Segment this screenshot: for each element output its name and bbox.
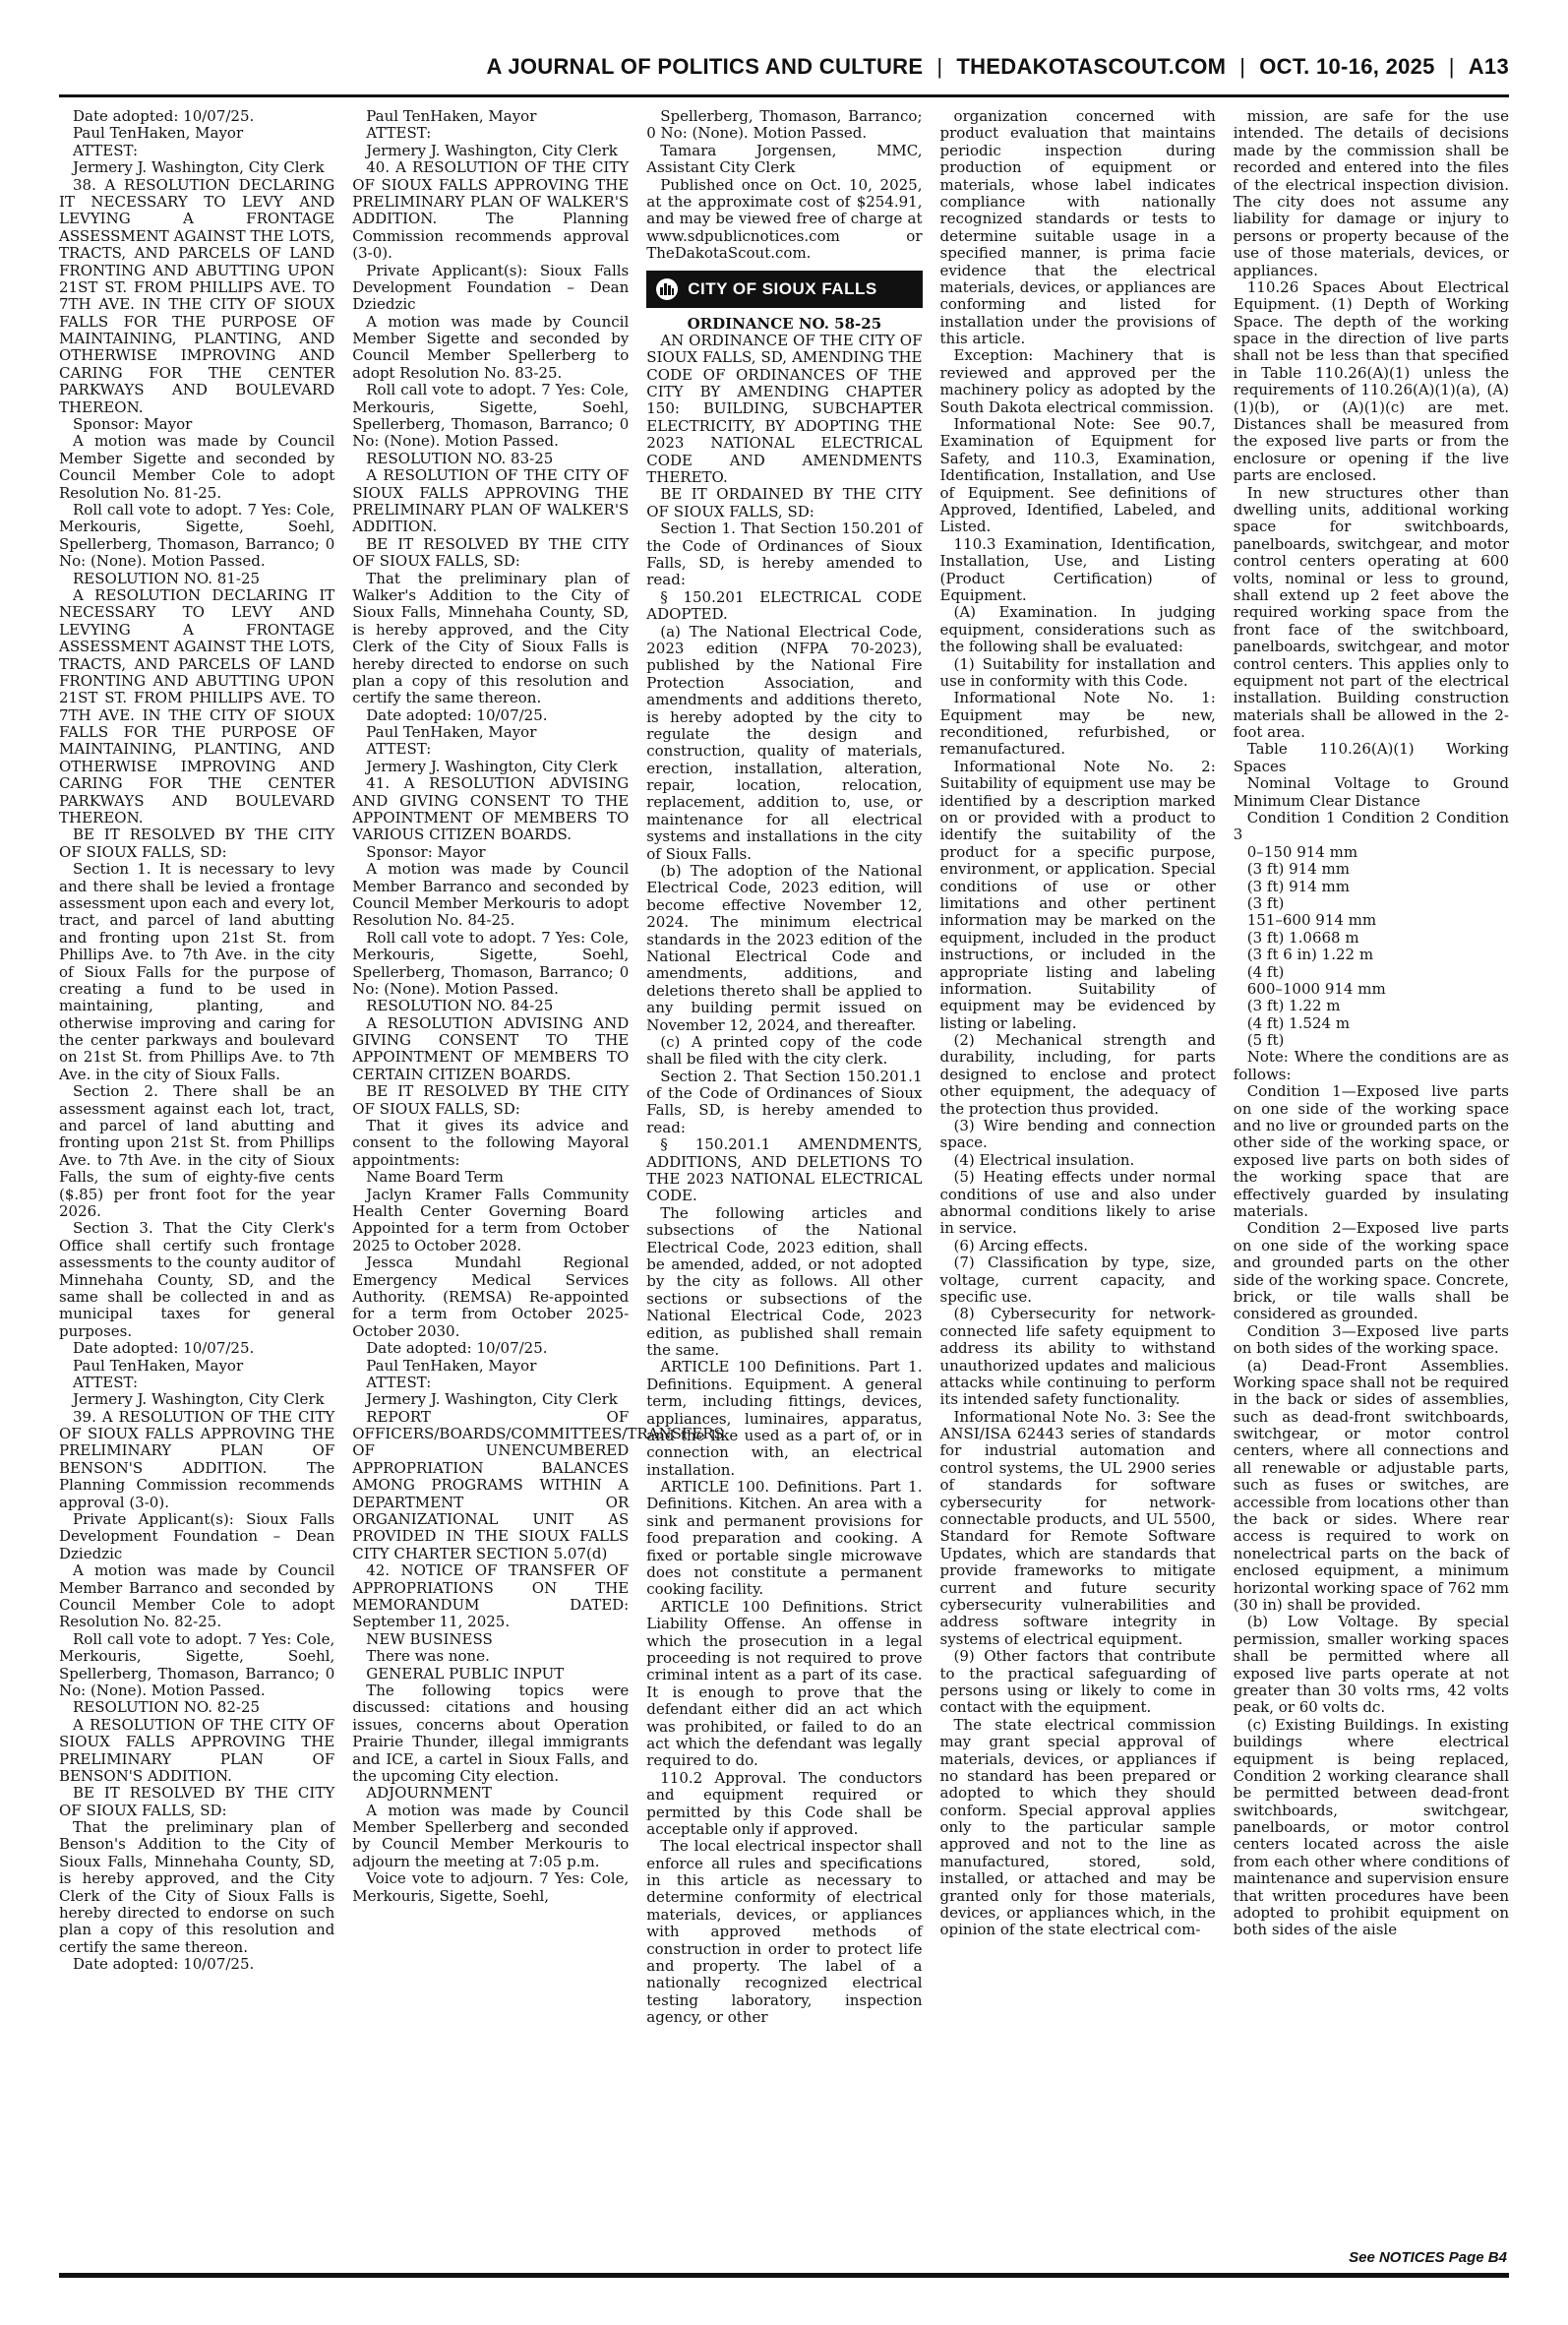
notice-paragraph: Private Applicant(s): Sioux Falls Development Foundation – Dean Dziedzic xyxy=(59,1510,335,1562)
notice-paragraph: ATTEST: xyxy=(73,141,139,159)
notice-paragraph: Table 110.26(A)(1) Working Spaces xyxy=(1233,740,1509,775)
notice-paragraph: Informational Note: See 90.7, Examination of Equipment for Safety, and 110.3, Examination, Identification, Installation, and Use of Equipment. See definitions of Approved, Identified, Labeled, and Listed. xyxy=(939,415,1216,536)
notice-paragraph: (7) Classification by type, size, voltage, current capacity, and specific use. xyxy=(939,1254,1216,1306)
notice-paragraph: Roll call vote to adopt. 7 Yes: Cole, Merkouris, Sigette, Soehl, Spellerberg, Thomason, Barranco; 0 No: (None). Motion Passed. xyxy=(352,381,630,451)
notice-paragraph: (3 ft) 914 mm xyxy=(1246,877,1350,895)
notice-paragraph: Spellerberg, Thomason, Barranco; 0 No: (None). Motion Passed. xyxy=(646,107,923,143)
footer-rule xyxy=(59,2273,1509,2278)
notice-paragraph: (9) Other factors that contribute to the practical safeguarding of persons using or likely to come in contact with the equipment. xyxy=(939,1647,1216,1717)
column-4 xyxy=(940,108,1216,2248)
notice-paragraph: Nominal Voltage to Ground Minimum Clear Distance xyxy=(1233,774,1509,810)
notice-paragraph: Date adopted: 10/07/25. xyxy=(366,705,548,724)
notice-paragraph: RESOLUTION NO. 81-25 xyxy=(73,569,261,587)
notice-paragraph: Paul TenHaken, Mayor xyxy=(73,124,244,143)
column-3 xyxy=(646,108,922,2248)
section-logo-city-of-sioux-falls xyxy=(646,271,922,308)
notice-paragraph: (3 ft) 1.22 m xyxy=(1246,997,1341,1015)
notice-paragraph: Sponsor: Mayor xyxy=(366,842,486,861)
notice-paragraph: In new structures other than dwelling units, additional working space for switchboards, panelboards, switchgear, and motor control centers operating at 600 volts, nominal or less to ground, shall extend up 2 feet above the required working space from the front face of the switchboard, panelboards, switchgear, and motor control centers. This applies only to equipment not part of the electrical installation. Building construction materials shall be allowed in the 2-foot area. xyxy=(1233,483,1509,742)
notice-paragraph: (3 ft) 914 mm xyxy=(1246,860,1350,879)
notice-paragraph: A motion was made by Council Member Sigette and seconded by Council Member Spellerberg to adopt Resolution No. 83-25. xyxy=(352,312,630,382)
notice-paragraph: BE IT RESOLVED BY THE CITY OF SIOUX FALLS, SD: xyxy=(59,826,335,861)
notice-paragraph: NEW BUSINESS xyxy=(366,1629,493,1648)
notice-paragraph: ATTEST: xyxy=(366,1373,432,1391)
notice-paragraph: Jermery J. Washington, City Clerk xyxy=(366,1390,618,1409)
notice-paragraph: 110.26 Spaces About Electrical Equipment. (1) Depth of Working Space. The depth of the working space in the direction of live parts shall not be less than that specified in Table 110.26(A)(1) unless the requirements of 110.26(A)(1)(a), (A)(1)(b), or (A)(1)(c) are met. Distances shall be measured from the exposed live parts or from the enclosure or opening if the live parts are enclosed. xyxy=(1233,277,1509,485)
notice-paragraph: Date adopted: 10/07/25. xyxy=(73,1955,255,1974)
notice-paragraph: The local electrical inspector shall enforce all rules and specifications in this article as necessary to determine conformity of electrical materials, devices, or appliances with approved methods of construction in order to protect life and property. The label of a nationally recognized electrical testing laboratory, inspection agency, or other xyxy=(646,1837,923,2027)
notice-paragraph: That the preliminary plan of Walker's Addition to the City of Sioux Falls, Minnehaha County, SD, is hereby approved, and the City Clerk of the City of Sioux Falls is hereby directed to endorse on such plan a copy of this resolution and certify the same thereon. xyxy=(352,569,630,707)
notice-paragraph: (3 ft 6 in) 1.22 m xyxy=(1246,946,1374,964)
notice-paragraph: (a) Dead-Front Assemblies. Working space shall not be required in the back or sides of assemblies, such as dead-front switchboards, switchgear, or motor control centers, where all connections and all renewable or adjustable parts, such as fuses or switches, are accessible from locations other than the back or sides. Where rear access is required to work on nonelectrical parts on the back of enclosed equipment, a minimum horizontal working space of 762 mm (30 in) shall be provided. xyxy=(1233,1356,1509,1614)
notice-paragraph: Condition 2—Exposed live parts on one side of the working space and grounded parts on the other side of the working space. Concrete, brick, or tile walls shall be considered as grounded. xyxy=(1233,1219,1509,1323)
notice-paragraph: ATTEST: xyxy=(366,740,432,759)
notice-paragraph: Exception: Machinery that is reviewed and approved per the machinery policy as adopted by the South Dakota electrical commission. xyxy=(939,346,1216,416)
notice-paragraph: GENERAL PUBLIC INPUT xyxy=(366,1664,565,1683)
notice-paragraph: Published once on Oct. 10, 2025, at the approximate cost of $254.91, and may be viewed free of charge at www.sdpublicnotices.com or TheDakotaScout.com. xyxy=(646,175,923,263)
notice-paragraph: (4 ft) 1.524 m xyxy=(1246,1013,1351,1032)
notice-paragraph: A motion was made by Council Member Barranco and seconded by Council Member Cole to adopt Resolution No. 82-25. xyxy=(59,1561,335,1631)
notice-paragraph: ADJOURNMENT xyxy=(366,1784,492,1803)
header-separator: | xyxy=(1448,54,1455,79)
notice-paragraph: BE IT ORDAINED BY THE CITY OF SIOUX FALLS, SD: xyxy=(646,485,923,520)
notice-paragraph: Roll call vote to adopt. 7 Yes: Cole, Merkouris, Sigette, Soehl, Spellerberg, Thomason, Barranco; 0 No: (None). Motion Passed. xyxy=(59,500,335,571)
notice-paragraph: Paul TenHaken, Mayor xyxy=(73,1356,244,1375)
notice-paragraph: ORDINANCE NO. 58-25 xyxy=(687,314,882,333)
notice-paragraph: 40. A RESOLUTION OF THE CITY OF SIOUX FALLS APPROVING THE PRELIMINARY PLAN OF WALKER'S ADDITION. The Planning Commission recommends approval (3-0). xyxy=(352,158,630,263)
notice-paragraph: (3) Wire bending and connection space. xyxy=(939,1117,1216,1152)
header-separator: | xyxy=(1239,54,1246,79)
notice-paragraph: 110.3 Examination, Identification, Installation, Use, and Listing (Product Certification) of Equipment. xyxy=(939,534,1216,604)
notice-paragraph: Section 3. That the City Clerk's Office shall certify such frontage assessments to the county auditor of Minnehaha County, SD, and the same shall be collected in and as municipal taxes for general purposes. xyxy=(59,1219,335,1340)
notice-paragraph: organization concerned with product evaluation that maintains periodic inspection during production of equipment or materials, whose label indicates compliance with nationally recognized standards or tests to determine suitable usage in a specified manner, is prima facie evidence that the electrical materials, devices, or appliances are conforming and listed for installation under the provisions of this article. xyxy=(939,107,1216,348)
issue-date: OCT. 10-16, 2025 xyxy=(1259,54,1435,79)
notice-paragraph: (5) Heating effects under normal conditions of use and also under abnormal conditions likely to arise in service. xyxy=(939,1168,1216,1238)
website-link[interactable]: THEDAKOTASCOUT.COM xyxy=(956,54,1227,79)
notice-paragraph: (b) Low Voltage. By special permission, smaller working spaces shall be permitted where all exposed live parts operate at not greater than 30 volts rms, 42 volts peak, or 60 volts dc. xyxy=(1233,1613,1509,1717)
notice-paragraph: A RESOLUTION ADVISING AND GIVING CONSENT TO THE APPOINTMENT OF MEMBERS TO CERTAIN CITIZEN BOARDS. xyxy=(352,1013,630,1083)
notice-paragraph: ARTICLE 100. Definitions. Part 1. Definitions. Kitchen. An area with a sink and permanent provisions for food preparation and cooking. A fixed or portable single microwave does not constitute a permanent cooking facility. xyxy=(646,1478,923,1599)
notice-paragraph: ARTICLE 100 Definitions. Strict Liability Offense. An offense in which the prosecution in a legal proceeding is not required to prove criminal intent as a part of its case. It is enough to prove that the defendant either did an act which was prohibited, or failed to do an act which the defendant was legally required to do. xyxy=(646,1597,923,1770)
notice-paragraph: Date adopted: 10/07/25. xyxy=(73,107,255,125)
notice-paragraph: RESOLUTION NO. 84-25 xyxy=(366,997,554,1015)
notice-paragraph: ARTICLE 100 Definitions. Part 1. Definitions. Equipment. A general term, including fittings, devices, appliances, luminaires, apparatus, and the like used as a part of, or in connection with, an electrical installation. xyxy=(646,1358,923,1479)
notice-paragraph: Jessca Mundahl Regional Emergency Medical Services Authority. (REMSA) Re-appointed for a term from October 2025-October 2030. xyxy=(352,1254,630,1340)
notice-paragraph: That it gives its advice and consent to the following Mayoral appointments: xyxy=(352,1117,630,1169)
notice-paragraph: Section 2. That Section 150.201.1 of the Code of Ordinances of Sioux Falls, SD, is hereby amended to read: xyxy=(646,1067,923,1136)
notice-paragraph: Section 1. That Section 150.201 of the Code of Ordinances of Sioux Falls, SD, is hereby amended to read: xyxy=(646,520,923,589)
notice-paragraph: A RESOLUTION DECLARING IT NECESSARY TO LEVY AND LEVYING A FRONTAGE ASSESSMENT AGAINST THE LOTS, TRACTS, AND PARCELS OF LAND FRONTING AND ABUTTING UPON 21ST ST. FROM PHILLIPS AVE. TO 7TH AVE. IN THE CITY OF SIOUX FALLS FOR THE PURPOSE OF MAINTAINING, PLANTING, AND OTHERWISE IMPROVING AND CARING FOR THE CENTER PARKWAYS AND BOULEVARD THEREON. xyxy=(59,585,335,827)
notice-paragraph: (4) Electrical insulation. xyxy=(953,1150,1135,1169)
notice-paragraph: (c) A printed copy of the code shall be filed with the city clerk. xyxy=(646,1032,923,1069)
notice-paragraph: (4 ft) xyxy=(1246,962,1285,981)
notice-paragraph: 110.2 Approval. The conductors and equipment required or permitted by this Code shall be acceptable only if approved. xyxy=(646,1768,923,1838)
notice-paragraph: mission, are safe for the use intended. The details of decisions made by the commission shall be recorded and entered into the files of the electrical inspection division. The city does not assume any liability for damage or injury to persons or property because of the use of those materials, devices, or appliances. xyxy=(1233,107,1509,279)
notice-paragraph: (5 ft) xyxy=(1246,1031,1285,1050)
notice-paragraph: Sponsor: Mayor xyxy=(73,415,193,434)
notice-paragraph: § 150.201 ELECTRICAL CODE ADOPTED. xyxy=(646,587,923,624)
notice-paragraph: That the preliminary plan of Benson's Addition to the City of Sioux Falls, Minnehaha County, SD, is hereby approved, and the City Clerk of the City of Sioux Falls is hereby directed to endorse on such plan a copy of this resolution and certify the same thereon. xyxy=(59,1818,335,1956)
notice-paragraph: RESOLUTION NO. 83-25 xyxy=(366,449,554,467)
city-skyline-icon xyxy=(654,277,680,301)
continued-link[interactable]: See NOTICES Page B4 xyxy=(1349,2249,1507,2266)
notice-paragraph: Jaclyn Kramer Falls Community Health Center Governing Board Appointed for a term from October 2025 to October 2028. xyxy=(352,1185,630,1254)
notice-paragraph: RESOLUTION NO. 82-25 xyxy=(73,1698,261,1717)
notice-paragraph: (1) Suitability for installation and use in conformity with this Code. xyxy=(939,654,1216,690)
header-separator: | xyxy=(936,54,943,79)
column-5 xyxy=(1234,108,1509,2248)
notice-paragraph: (2) Mechanical strength and durability, including, for parts designed to enclose and protect other equipment, the adequacy of the protection thus provided. xyxy=(939,1031,1216,1118)
notice-paragraph: Section 1. It is necessary to levy and there shall be levied a frontage assessment upon each and every lot, tract, and parcel of land abutting and fronting upon 21st St. from Phillips Ave. to 7th Ave. in the city of Sioux Falls for the purpose of creating a fund to be used in maintaining, planting, and otherwise improving and caring for the center parkways and boulevard on 21st St. from Phillips Ave. to 7th Ave. in the city of Sioux Falls. xyxy=(59,860,335,1083)
notice-paragraph: ATTEST: xyxy=(73,1373,139,1391)
notice-paragraph: Paul TenHaken, Mayor xyxy=(366,723,537,742)
notice-paragraph: 38. A RESOLUTION DECLARING IT NECESSARY TO LEVY AND LEVYING A FRONTAGE ASSESSMENT AGAINST THE LOTS, TRACTS, AND PARCELS OF LAND FRONTING AND ABUTTING UPON 21ST ST. FROM PHILLIPS AVE. TO 7TH AVE. IN THE CITY OF SIOUX FALLS FOR THE PURPOSE OF MAINTAINING, PLANTING, AND OTHERWISE IMPROVING AND CARING FOR THE CENTER PARKWAYS AND BOULEVARD THEREON. xyxy=(59,175,335,416)
page-header xyxy=(59,49,1509,85)
notice-paragraph: Voice vote to adjourn. 7 Yes: Cole, Merkouris, Sigette, Soehl, xyxy=(352,1869,630,1905)
notice-paragraph: Paul TenHaken, Mayor xyxy=(366,1356,537,1375)
notice-paragraph: Jermery J. Washington, City Clerk xyxy=(366,757,618,775)
notice-paragraph: REPORT OF OFFICERS/BOARDS/COMMITTEES/TRANSFERS OF UNENCUMBERED APPROPRIATION BALANCES AMONG PROGRAMS WITHIN A DEPARTMENT OR ORGANIZATIONAL UNIT AS PROVIDED IN THE SIOUX FALLS CITY CHARTER SECTION 5.07(d) xyxy=(352,1407,724,1562)
notice-paragraph: The following topics were discussed: citations and housing issues, concerns about Operation Prairie Thunder, illegal immigrants and ICE, a cartel in Sioux Falls, and the upcoming City election. xyxy=(352,1681,630,1785)
notice-paragraph: A RESOLUTION OF THE CITY OF SIOUX FALLS APPROVING THE PRELIMINARY PLAN OF WALKER'S ADDITION. xyxy=(352,466,630,536)
notice-paragraph: Note: Where the conditions are as follows: xyxy=(1233,1048,1509,1083)
notice-paragraph: Condition 1 Condition 2 Condition 3 xyxy=(1233,809,1509,844)
notice-paragraph: Condition 1—Exposed live parts on one side of the working space and no live or grounded parts on the other side of the working space, or exposed live parts on both sides of the working space that are effectively guarded by insulating materials. xyxy=(1233,1082,1509,1220)
notice-paragraph: (c) Existing Buildings. In existing buildings where electrical equipment is being replaced, Condition 2 working clearance shall be permitted between dead-front switchboards, switchgear, panelboards, or motor control centers located across the aisle from each other where conditions of maintenance and supervision ensure that written procedures have been adopted to prohibit equipment on both sides of the aisle xyxy=(1233,1715,1509,1939)
notice-paragraph: (A) Examination. In judging equipment, considerations such as the following shall be evaluated: xyxy=(939,603,1216,656)
notice-paragraph: Private Applicant(s): Sioux Falls Development Foundation – Dean Dziedzic xyxy=(352,261,630,314)
notice-paragraph: Paul TenHaken, Mayor xyxy=(366,107,537,125)
notice-paragraph: 42. NOTICE OF TRANSFER OF APPROPRIATIONS ON THE MEMORANDUM DATED: September 11, 2025. xyxy=(352,1561,630,1631)
notice-paragraph: Jermery J. Washington, City Clerk xyxy=(366,141,618,159)
notice-paragraph: § 150.201.1 AMENDMENTS, ADDITIONS, AND DELETIONS TO THE 2023 NATIONAL ELECTRICAL CODE. xyxy=(646,1135,923,1205)
column-1 xyxy=(59,108,334,2248)
notice-paragraph: Roll call vote to adopt. 7 Yes: Cole, Merkouris, Sigette, Soehl, Spellerberg, Thomason, Barranco; 0 No: (None). Motion Passed. xyxy=(352,928,630,998)
notice-paragraph: Section 2. There shall be an assessment against each lot, tract, and parcel of land abutting and fronting upon 21st St. from Phillips Ave. to 7th Ave. in the city of Sioux Falls, the sum of eighty-five cents ($.85) per front foot for the year 2026. xyxy=(59,1082,335,1220)
notice-paragraph: (8) Cybersecurity for network-connected life safety equipment to address its ability to withstand unauthorized updates and malicious attacks while continuing to perform its intended safety functionality. xyxy=(939,1305,1216,1409)
notice-paragraph: 600–1000 914 mm xyxy=(1246,979,1386,998)
notice-paragraph: (a) The National Electrical Code, 2023 edition (NFPA 70-2023), published by the National Fire Protection Association, and amendments and additions thereto, is hereby adopted by the city to regulate the design and construction, quality of materials, erection, installation, alteration, repair, location, relocation, replacement, addition to, use, or maintenance for all electrical systems and installations in the city of Sioux Falls. xyxy=(646,622,923,863)
notice-paragraph: There was none. xyxy=(366,1647,490,1666)
notice-paragraph: Informational Note No. 2: Suitability of equipment use may be identified by a description marked on or provided with a product to identify the suitability of the product for a specific purpose, environment, or application. Special conditions of use or other limitations and other pertinent information may be marked on the equipment, included in the product instructions, or included in the appropriate listing and labeling information. Suitability of equipment may be evidenced by listing or labeling. xyxy=(939,757,1216,1032)
notice-paragraph: BE IT RESOLVED BY THE CITY OF SIOUX FALLS, SD: xyxy=(59,1784,335,1819)
notice-paragraph: BE IT RESOLVED BY THE CITY OF SIOUX FALLS, SD: xyxy=(352,1082,630,1118)
notice-paragraph: (6) Arcing effects. xyxy=(953,1236,1089,1254)
notices-columns xyxy=(59,108,1509,2248)
notice-paragraph: The following articles and subsections of the National Electrical Code, 2023 edition, shall be amended, added, or not adopted by the city as follows. All other sections or subsections of the National Electrical Code, 2023 edition, as published shall remain the same. xyxy=(646,1203,923,1359)
notice-paragraph: Jermery J. Washington, City Clerk xyxy=(73,158,325,177)
notice-paragraph: Jermery J. Washington, City Clerk xyxy=(73,1390,325,1409)
notice-paragraph: A RESOLUTION OF THE CITY OF SIOUX FALLS APPROVING THE PRELIMINARY PLAN OF BENSON'S ADDITION. xyxy=(59,1715,335,1785)
section-logo-label: CITY OF SIOUX FALLS xyxy=(688,278,877,298)
notice-paragraph: 0–150 914 mm xyxy=(1246,842,1358,861)
notice-paragraph: Date adopted: 10/07/25. xyxy=(73,1339,255,1358)
notice-paragraph: ATTEST: xyxy=(366,124,432,143)
notice-paragraph: 41. A RESOLUTION ADVISING AND GIVING CONSENT TO THE APPOINTMENT OF MEMBERS TO VARIOUS CITIZEN BOARDS. xyxy=(352,774,630,844)
notice-paragraph: 39. A RESOLUTION OF THE CITY OF SIOUX FALLS APPROVING THE PRELIMINARY PLAN OF BENSON'S ADDITION. The Planning Commission recommends approval (3-0). xyxy=(59,1407,335,1511)
notice-paragraph: (3 ft) 1.0668 m xyxy=(1246,928,1359,947)
notice-paragraph: 151–600 914 mm xyxy=(1246,911,1377,930)
page-number: A13 xyxy=(1468,54,1509,79)
notice-paragraph: Roll call vote to adopt. 7 Yes: Cole, Merkouris, Sigette, Soehl, Spellerberg, Thomason, Barranco; 0 No: (None). Motion Passed. xyxy=(59,1629,335,1699)
notice-paragraph: A motion was made by Council Member Barranco and seconded by Council Member Merkouris to adopt Resolution No. 84-25. xyxy=(352,860,630,930)
notice-paragraph: (b) The adoption of the National Electrical Code, 2023 edition, will become effective November 12, 2024. The minimum electrical standards in the 2023 edition of the National Electrical Code and amendments, additions, and deletions thereto shall be applied to any building permit issued on November 12, 2024, and thereafter. xyxy=(646,862,923,1034)
notice-paragraph: Tamara Jorgensen, MMC, Assistant City Clerk xyxy=(646,141,923,177)
notice-paragraph: Name Board Term xyxy=(366,1168,504,1187)
notice-paragraph: The state electrical commission may grant special approval of materials, devices, or appliances if no standard has been prepared or adopted to which they should conform. Special approval applies only to the particular sample approved and not to the line as manufactured, stored, sold, installed, or attached and may be granted only for those materials, devices, or appliances which, in the opinion of the state electrical com- xyxy=(939,1715,1216,1939)
publication-tagline: A JOURNAL OF POLITICS AND CULTURE xyxy=(486,54,924,79)
notice-paragraph: Condition 3—Exposed live parts on both sides of the working space. xyxy=(1233,1321,1509,1358)
notice-paragraph: A motion was made by Council Member Spellerberg and seconded by Council Member Merkouris to adjourn the meeting at 7:05 p.m. xyxy=(352,1801,630,1870)
notice-paragraph: Informational Note No. 3: See the ANSI/ISA 62443 series of standards for industrial automation and control systems, the UL 2900 series of standards for software cybersecurity for network-connectable products, and UL 5500, Standard for Remote Software Updates, which are standards that provide frameworks to mitigate current and future security cybersecurity vulnerabilities and address software integrity in systems of electrical equipment. xyxy=(939,1407,1216,1648)
column-2 xyxy=(352,107,724,2248)
notice-paragraph: Date adopted: 10/07/25. xyxy=(366,1339,548,1358)
notice-paragraph: Informational Note No. 1: Equipment may be new, reconditioned, refurbished, or remanufactured. xyxy=(939,689,1216,759)
notice-paragraph: A motion was made by Council Member Sigette and seconded by Council Member Cole to adopt Resolution No. 81-25. xyxy=(59,432,335,502)
notice-paragraph: BE IT RESOLVED BY THE CITY OF SIOUX FALLS, SD: xyxy=(352,534,630,571)
notice-paragraph: (3 ft) xyxy=(1246,893,1285,912)
notice-paragraph: AN ORDINANCE OF THE CITY OF SIOUX FALLS, SD, AMENDING THE CODE OF ORDINANCES OF THE CITY BY AMENDING CHAPTER 150: BUILDING, SUBCHAPTER ELECTRICITY, BY ADOPTING THE 2023 NATIONAL ELECTRICAL CODE AND AMENDMENTS THERETO. xyxy=(646,331,923,487)
header-rule xyxy=(59,94,1509,97)
